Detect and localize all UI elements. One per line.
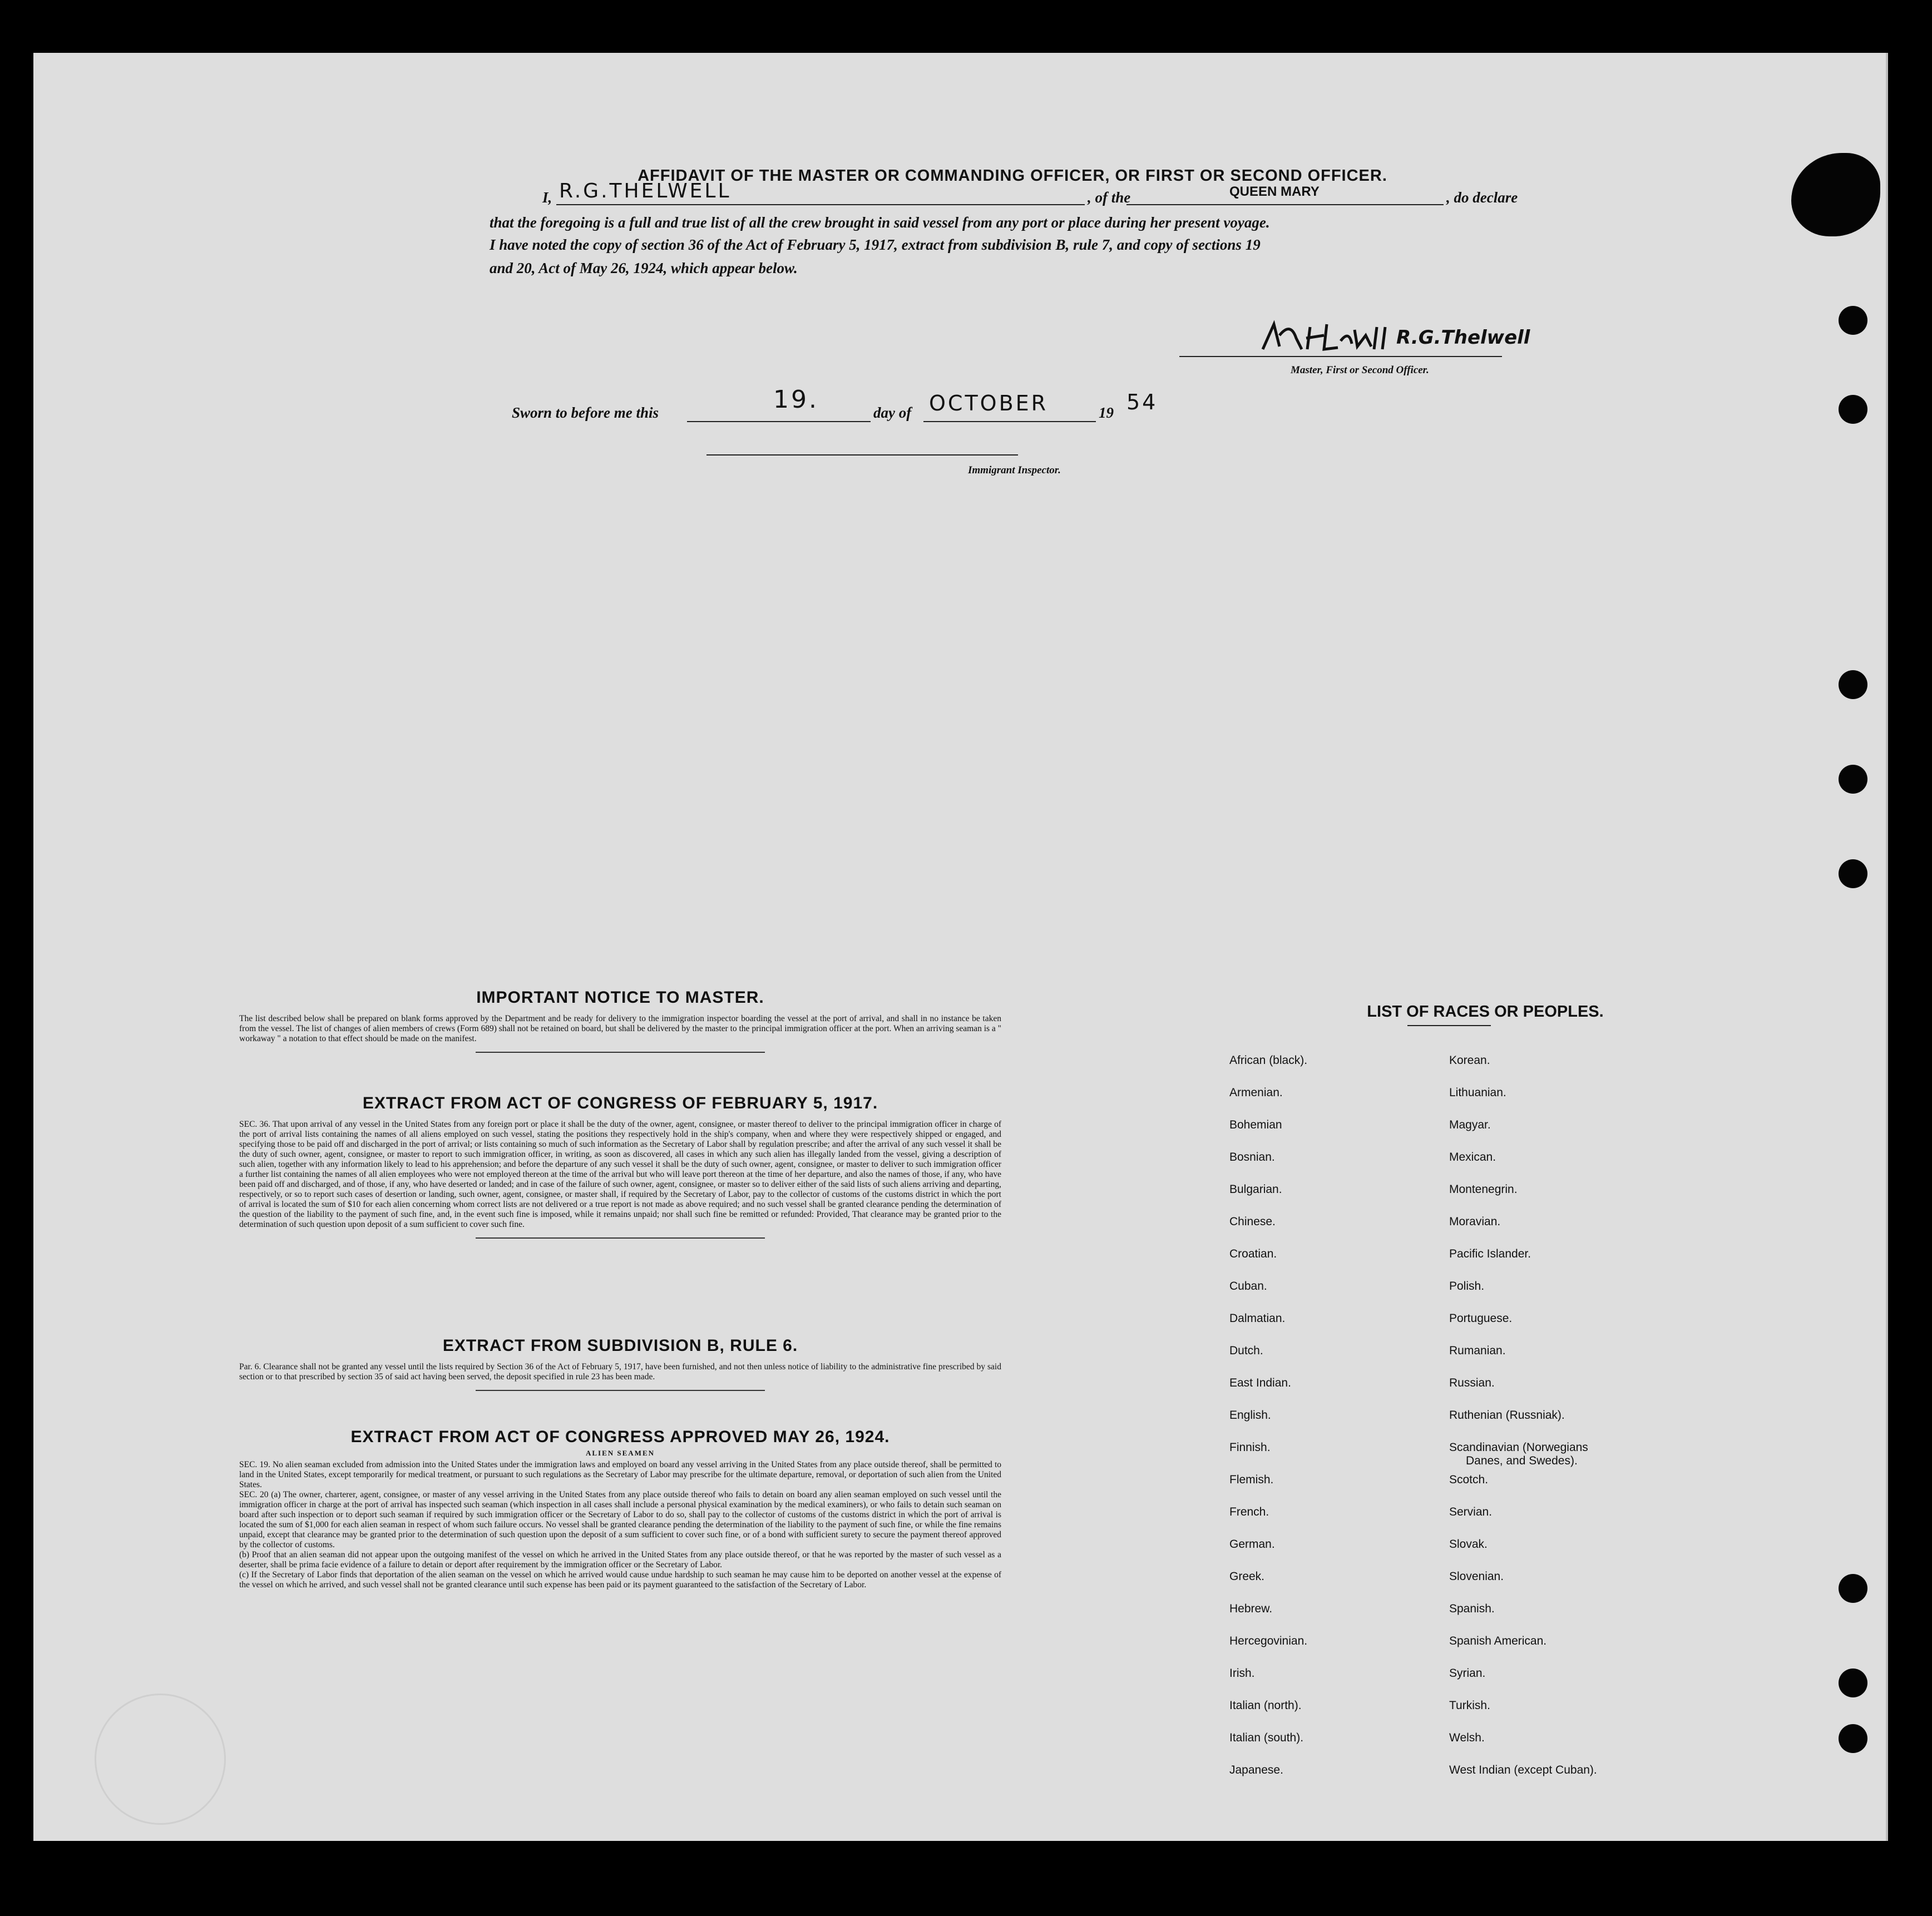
sworn-prefix: Sworn to before me this <box>512 404 659 421</box>
race-item: Danes, and Swedes). <box>1466 1454 1578 1467</box>
race-item: Russian. <box>1449 1377 1495 1389</box>
race-item: Rumanian. <box>1449 1344 1506 1357</box>
sec20b-text: (b) Proof that an alien seaman did not appear upon the outgoing manifest of the vessel on which he arrived in the United States from any place outside thereof, or that he was reported by the master of such vessel as a deserter, shall be prima facie evidence of a failure to detain or deport after requirement by the immigration officer or the Secretary of Labor. <box>239 1550 1001 1570</box>
document-sheet <box>33 53 1888 1841</box>
race-item: Bohemian <box>1229 1118 1282 1131</box>
race-item: Montenegrin. <box>1449 1183 1518 1196</box>
races-title-underline <box>1407 1025 1491 1026</box>
race-item: Irish. <box>1229 1667 1255 1680</box>
inspector-signature-line <box>706 454 1018 456</box>
year-prefix: 19 <box>1099 404 1114 421</box>
race-item: Italian (north). <box>1229 1699 1302 1712</box>
race-item: Dalmatian. <box>1229 1312 1286 1325</box>
punch-hole <box>1839 859 1867 888</box>
races-title: LIST OF RACES OR PEOPLES. <box>1367 1003 1604 1021</box>
master-name: R.G.THELWELL <box>559 180 732 202</box>
race-item: East Indian. <box>1229 1377 1291 1389</box>
race-item: Portuguese. <box>1449 1312 1513 1325</box>
race-item: Hercegovinian. <box>1229 1635 1308 1647</box>
master-signature <box>1257 319 1530 358</box>
race-item-multiline <box>1449 1441 1597 1473</box>
race-item: Dutch. <box>1229 1344 1263 1357</box>
race-item: Welsh. <box>1449 1731 1485 1744</box>
year-suffix: 54 <box>1126 390 1158 414</box>
race-item: Japanese. <box>1229 1764 1283 1776</box>
race-item: Italian (south). <box>1229 1731 1304 1744</box>
affidavit-title: AFFIDAVIT OF THE MASTER OR COMMANDING OFFICER, OR FIRST OR SECOND OFFICER. <box>638 167 1387 185</box>
punch-hole <box>1839 1724 1867 1753</box>
section-divider <box>476 1390 765 1391</box>
alien-seamen-subtitle: ALIEN SEAMEN <box>585 1449 655 1457</box>
race-item: Finnish. <box>1229 1441 1271 1454</box>
races-column-1 <box>1229 1054 1307 1796</box>
race-item: Cuban. <box>1229 1280 1267 1293</box>
race-item: Bulgarian. <box>1229 1183 1282 1196</box>
important-notice-text: The list described below shall be prepared on blank forms approved by the Department and be ready for delivery to the immigration inspector boarding the vessel at the port of arrival, and shall in no instance be taken from the vessel. The list of changes of alien members of crews (Form 689) shall not be retained on board, but shall be delivered by the master to the principal immigration officer at the port. When an arriving seaman is a " workaway " a notation to that effect should be made on the manifest. <box>239 1014 1001 1043</box>
inspector-caption: Immigrant Inspector. <box>968 464 1061 476</box>
torn-corner <box>1791 153 1880 236</box>
sec20c-text: (c) If the Secretary of Labor finds that deportation of the alien seaman on the vessel on which he arrived would cause undue hardship to such seaman he may cause him to be deported on another vessel at the expense of the vessel on which he arrived, and such vessel shall not be granted clearance until such expense has been paid or its payment guaranteed to the satisfaction of the Secretary of Labor. <box>239 1570 1001 1590</box>
race-item: Moravian. <box>1449 1215 1501 1228</box>
punch-hole <box>1839 306 1867 335</box>
signer-caption: Master, First or Second Officer. <box>1291 364 1429 376</box>
punch-hole <box>1839 670 1867 699</box>
affidavit-line-2: that the foregoing is a full and true list of all the crew brought in said vessel from any port or place during her present voyage. <box>490 214 1270 231</box>
race-item: African (black). <box>1229 1054 1308 1067</box>
sworn-month-line <box>923 421 1096 422</box>
extract-1917-title: EXTRACT FROM ACT OF CONGRESS OF FEBRUARY 5, 1917. <box>362 1094 878 1112</box>
race-item: Pacific Islander. <box>1449 1247 1531 1260</box>
master-name-line <box>556 204 1085 205</box>
race-item: Ruthenian (Russniak). <box>1449 1409 1565 1422</box>
extract-1917-section <box>239 1094 1001 1239</box>
extract-1917-text: SEC. 36. That upon arrival of any vessel in the United States from any foreign port or place it shall be the duty of the owner, agent, consignee, or master thereof to deliver to the principal immigration officer in charge of the port of arrival lists containing the names of all aliens employed on such vessel, stating the positions they respectively hold in the ship's company, when and where they were respectively shipped or engaged, and specifying those to be paid off and discharged in the port of arrival; or lists containing so much of such information as the Secretary of Labor shall by regulation prescribe; and after the arrival of any such vessel it shall be the duty of such owner, agent, consignee, or master to report to such immigration officer, in writing, as soon as discovered, all cases in which any such alien has illegally landed from the vessel, giving a description of such alien, together with any information likely to lead to his apprehension; and before the departure of any such vessel it shall be the duty of such owner, agent, consignee, or master to deliver to such immigration officer a further list containing the names of all alien employees who were not employed thereon at the time of the arrival but who will leave port thereon at the time of her departure, and also the names of those, if any, who have been paid off and discharged, and of those, if any, who have deserted or landed; and in case of the failure of such owner, agent, consignee, or master so to deliver either of the said lists of such aliens arriving and departing, respectively, or so to report such cases of desertion or landing, such owner, agent, consignee, or master shall, if required by the Secretary of Labor, pay to the collector of customs of the customs district in which the port of arrival is located the sum of $10 for each alien concerning whom correct lists are not delivered or a true report is not made as above required; and no such vessel shall be granted clearance pending the determination of the question of the liability to the payment of such fine, and, in the event such fine is imposed, while it remains unpaid; nor shall such fine be remitted or refunded: Provided, That clearance may be granted prior to the determination of such question upon deposit of a sum sufficient to cover such fine. <box>239 1120 1001 1229</box>
race-item: Korean. <box>1449 1054 1490 1067</box>
race-item: Turkish. <box>1449 1699 1490 1712</box>
section-divider <box>476 1052 765 1053</box>
signature-line <box>1179 356 1502 357</box>
punch-hole <box>1839 395 1867 424</box>
race-item: Flemish. <box>1229 1473 1274 1486</box>
affidavit-line-3: I have noted the copy of section 36 of the Act of February 5, 1917, extract from subdivision B, rule 7, and copy of sections 19 <box>490 236 1261 253</box>
race-item: Syrian. <box>1449 1667 1486 1680</box>
races-column-2 <box>1449 1054 1597 1796</box>
race-item: Greek. <box>1229 1570 1265 1583</box>
punch-hole <box>1839 1669 1867 1697</box>
vessel-name-line <box>1126 204 1444 205</box>
race-item: Lithuanian. <box>1449 1086 1506 1099</box>
embossed-seal <box>95 1694 226 1825</box>
race-item: German. <box>1229 1538 1275 1551</box>
race-item: French. <box>1229 1506 1269 1518</box>
sworn-month: OCTOBER <box>929 391 1049 415</box>
race-item: Scandinavian (Norwegians <box>1449 1441 1588 1454</box>
extract-1924-title: EXTRACT FROM ACT OF CONGRESS APPROVED MAY 26, 1924. <box>350 1428 890 1446</box>
race-item: Spanish. <box>1449 1602 1495 1615</box>
race-item: Scotch. <box>1449 1473 1489 1486</box>
race-item: Mexican. <box>1449 1151 1496 1164</box>
race-item: Slovenian. <box>1449 1570 1504 1583</box>
affidavit-of-the: , of the <box>1088 189 1131 206</box>
sec19-text: SEC. 19. No alien seaman excluded from admission into the United States under the immigration laws and employed on board any vessel arriving in the United States from any place outside thereof, shall be permitted to land in the United States, except temporarily for medical treatment, or pursuant to such regulations as the Secretary of Labor may prescribe for the ultimate departure, removal, or deportation of such alien from the United States. <box>239 1460 1001 1489</box>
race-item: Bosnian. <box>1229 1151 1275 1164</box>
affidavit-i-prefix: I, <box>542 189 552 206</box>
sworn-day: 19. <box>773 385 819 414</box>
vessel-name: QUEEN MARY <box>1229 184 1320 199</box>
race-item: Armenian. <box>1229 1086 1283 1099</box>
race-item: Spanish American. <box>1449 1635 1547 1647</box>
extract-1924-section <box>239 1428 1001 1590</box>
affidavit-line-4: and 20, Act of May 26, 1924, which appear below. <box>490 260 798 276</box>
extract-rule6-title: EXTRACT FROM SUBDIVISION B, RULE 6. <box>442 1336 798 1355</box>
race-item: Magyar. <box>1449 1118 1491 1131</box>
race-item: Polish. <box>1449 1280 1485 1293</box>
punch-hole <box>1839 1574 1867 1603</box>
race-item: Chinese. <box>1229 1215 1276 1228</box>
important-notice-section <box>239 988 1001 1053</box>
affidavit-do-declare: , do declare <box>1446 189 1518 206</box>
day-of-label: day of <box>873 404 912 421</box>
section-divider <box>476 1237 765 1239</box>
extract-rule6-section <box>239 1336 1001 1391</box>
signature-text: R.G.Thelwell <box>1396 326 1530 349</box>
sworn-day-line <box>687 421 871 422</box>
race-item: Croatian. <box>1229 1247 1277 1260</box>
important-notice-title: IMPORTANT NOTICE TO MASTER. <box>476 988 764 1007</box>
sec20a-text: SEC. 20 (a) The owner, charterer, agent, consignee, or master of any vessel arriving in the United States from any place outside thereof who fails to detain on board any alien seaman employed on such vessel until the immigration officer in charge at the port of arrival has inspected such seaman (which inspection in all cases shall include a personal physical examination by the medical examiners), or who fails to detain such seaman on board after such inspection or to deport such seaman if required by such immigration officer or the Secretary of Labor to do so, shall pay to the collector of customs of the customs district in which the port of arrival is located the sum of $1,000 for each alien seaman in respect of whom such failure occurs. No vessel shall be granted clearance pending the determination of the liability to the payment of such fine, or while the fine remains unpaid, except that clearance may be granted prior to the determination of such question upon the deposit of a sum sufficient to cover such fine, or of a bond with sufficient surety to secure the payment thereof approved by the collector of customs. <box>239 1490 1001 1549</box>
punch-hole <box>1839 765 1867 794</box>
race-item: Servian. <box>1449 1506 1493 1518</box>
race-item: Slovak. <box>1449 1538 1488 1551</box>
race-item: Hebrew. <box>1229 1602 1273 1615</box>
extract-rule6-text: Par. 6. Clearance shall not be granted any vessel until the lists required by Section 36 of the Act of February 5, 1917, have been furnished, and not then unless notice of liability to the administrative fine prescribed by said section or to that prescribed by section 35 of said act having been served, the deposit specified in rule 23 has been made. <box>239 1362 1001 1382</box>
race-item: West Indian (except Cuban). <box>1449 1764 1597 1776</box>
race-item: English. <box>1229 1409 1271 1422</box>
